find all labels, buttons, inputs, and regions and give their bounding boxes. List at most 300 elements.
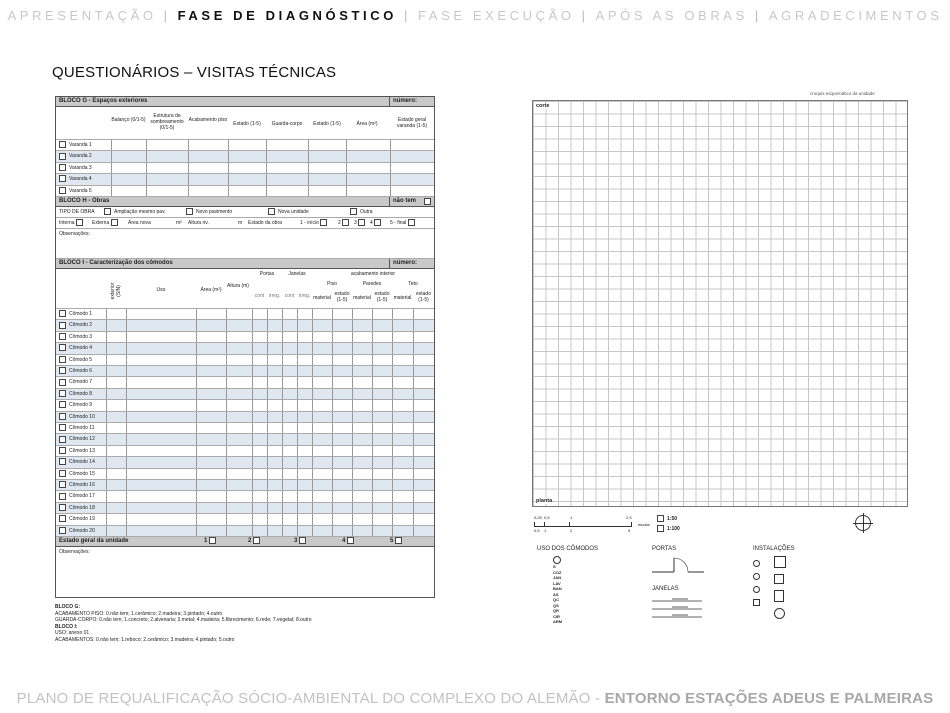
checkbox[interactable] (657, 525, 664, 532)
column-subheader: material (393, 295, 412, 301)
column-divider (390, 163, 391, 173)
option-label: Nova unidade (278, 209, 309, 215)
column-divider (352, 423, 353, 433)
row-label: Cômodo 15 (69, 470, 95, 477)
option-label: Externa (92, 220, 110, 226)
column-divider (390, 174, 391, 184)
column-divider (312, 320, 313, 330)
column-divider (352, 332, 353, 342)
portas-legend-title: PORTAS (652, 546, 677, 552)
column-divider (126, 377, 127, 387)
questionnaire-form (55, 96, 435, 598)
column-divider (146, 174, 147, 184)
checkbox[interactable] (59, 390, 66, 397)
column-divider (346, 163, 347, 173)
uso-code: JAN (553, 575, 562, 580)
column-divider (111, 186, 112, 196)
checkbox[interactable] (59, 413, 66, 420)
table-row (56, 174, 434, 185)
column-divider (282, 491, 283, 501)
column-divider (372, 423, 373, 433)
power-point-icon (753, 573, 760, 580)
checkbox[interactable] (59, 424, 66, 431)
column-divider (332, 355, 333, 365)
nav-separator: | (754, 8, 762, 23)
estado-geral-row: Estado geral da unidade 1 2 3 4 5 (56, 537, 434, 547)
column-divider (196, 469, 197, 479)
column-divider (346, 174, 347, 184)
notes-title: BLOCO I: (55, 623, 78, 630)
column-divider (352, 480, 353, 490)
column-divider (312, 469, 313, 479)
bloco-i-title: BLOCO I - Caracterização dos cômodos (59, 260, 173, 266)
column-divider (297, 457, 298, 467)
bloco-g-header (56, 97, 434, 107)
column-divider (312, 377, 313, 387)
column-divider (297, 491, 298, 501)
column-divider (392, 320, 393, 330)
column-divider (196, 343, 197, 353)
column-divider (297, 355, 298, 365)
column-divider (266, 186, 267, 196)
checkbox[interactable] (358, 219, 365, 226)
column-divider (297, 514, 298, 524)
column-divider (226, 320, 227, 330)
column-divider (372, 389, 373, 399)
checkbox[interactable] (408, 219, 415, 226)
checkbox[interactable] (299, 537, 306, 544)
column-divider (372, 434, 373, 444)
sketch-grid[interactable] (532, 100, 908, 507)
electric-outlet-icon (753, 560, 760, 567)
option-label: Outra (360, 209, 373, 215)
column-divider (146, 163, 147, 173)
row-label: Cômodo 4 (69, 345, 93, 352)
table-row (56, 469, 434, 480)
corte-label: corte (536, 103, 550, 109)
checkbox[interactable] (76, 219, 83, 226)
column-divider (390, 140, 391, 150)
column-divider (392, 469, 393, 479)
checkbox[interactable] (59, 447, 66, 454)
column-divider (297, 526, 298, 536)
column-divider (413, 389, 414, 399)
column-divider (312, 423, 313, 433)
bloco-h-title: BLOCO H - Obras (59, 198, 110, 204)
column-divider (413, 514, 414, 524)
column-divider (392, 377, 393, 387)
table-row (56, 151, 434, 162)
column-divider (282, 400, 283, 410)
footer-text: PLANO DE REQUALIFICAÇÃO SÓCIO-AMBIENTAL DO COMPLEXO DO ALEMÃO - (16, 690, 605, 707)
column-divider (308, 186, 309, 196)
nav-item-fase-diagnostico[interactable]: FASE DE DIAGNÓSTICO (177, 8, 397, 23)
column-divider (352, 434, 353, 444)
column-divider (111, 174, 112, 184)
uso-code: CIR (553, 613, 560, 619)
column-divider (332, 480, 333, 490)
checkbox[interactable] (374, 219, 381, 226)
checkbox[interactable] (253, 537, 260, 544)
row-label: Cômodo 6 (69, 368, 93, 374)
column-divider (372, 332, 373, 342)
column-divider (226, 446, 227, 456)
column-divider (252, 434, 253, 444)
column-divider (282, 355, 283, 365)
checkbox[interactable] (186, 208, 193, 215)
table-row (56, 377, 434, 388)
column-divider (332, 446, 333, 456)
column-divider (226, 503, 227, 513)
column-divider (126, 309, 127, 319)
column-divider (282, 526, 283, 536)
row-label: Cômodo 5 (69, 356, 93, 363)
column-divider (332, 491, 333, 501)
column-divider (312, 491, 313, 501)
column-divider (413, 320, 414, 330)
column-divider (267, 491, 268, 501)
column-divider (352, 389, 353, 399)
nav-item-apresentacao[interactable]: APRESENTAÇÃO (7, 8, 157, 23)
column-divider (282, 389, 283, 399)
observacoes-label: Observações: (59, 549, 90, 555)
row-label: Cômodo 11 (69, 425, 95, 431)
notes-line: ACABAMENTOS: 0.não tem; 1.reboco; 2.cerâmico; 3.madeira; 4.pintado; 5.outro (55, 636, 235, 643)
column-divider (126, 320, 127, 330)
column-divider (267, 480, 268, 490)
row-label: Varanda 3 (69, 164, 92, 171)
column-divider (392, 412, 393, 422)
column-divider (188, 186, 189, 196)
column-divider (106, 446, 107, 456)
column-header: Área (m²) (356, 121, 378, 127)
checkbox[interactable] (209, 537, 216, 544)
column-divider (312, 343, 313, 353)
column-divider (196, 309, 197, 319)
row-label: Cômodo 7 (69, 379, 93, 386)
column-divider (297, 400, 298, 410)
column-divider (308, 163, 309, 173)
column-divider (413, 503, 414, 513)
column-divider (332, 412, 333, 422)
column-divider (282, 480, 283, 490)
column-header: Balanço (0/1-5) (111, 117, 146, 123)
column-divider (352, 469, 353, 479)
checkbox[interactable] (59, 175, 66, 182)
table-row (56, 332, 434, 343)
column-divider (266, 174, 267, 184)
checkbox[interactable] (320, 219, 327, 226)
checkbox[interactable] (111, 219, 118, 226)
checkbox[interactable] (350, 208, 357, 215)
column-divider (126, 491, 127, 501)
checkbox[interactable] (59, 356, 66, 363)
column-header: Guarda-corpo (271, 121, 303, 127)
column-divider (372, 480, 373, 490)
checkbox[interactable] (59, 310, 66, 317)
nav-item-fase-execucao[interactable]: FASE EXECUÇÃO (417, 8, 575, 23)
column-divider (267, 514, 268, 524)
column-subheader: irreg. (298, 293, 311, 299)
checkbox[interactable] (59, 322, 66, 329)
nav-separator: | (581, 8, 589, 23)
column-divider (332, 389, 333, 399)
column-divider (413, 355, 414, 365)
column-divider (392, 526, 393, 536)
column-divider (126, 457, 127, 467)
row-label: Cômodo 14 (69, 459, 95, 466)
checkbox[interactable] (59, 401, 66, 408)
column-divider (297, 434, 298, 444)
bloco-g-numero: número: (389, 97, 434, 106)
column-divider (106, 503, 107, 513)
checkbox[interactable] (395, 537, 402, 544)
column-divider (106, 377, 107, 387)
column-divider (111, 151, 112, 161)
footer-bold: ENTORNO ESTAÇÕES ADEUS E PALMEIRAS (604, 690, 934, 707)
checkbox[interactable] (104, 208, 111, 215)
column-divider (188, 140, 189, 150)
column-divider (352, 366, 353, 376)
column-divider (282, 503, 283, 513)
nav-item-agradecimentos[interactable]: AGRADECIMENTOS (768, 8, 943, 23)
notes-line: ACABAMENTO PISO: 0.não tem; 1.cerâmico; 2.madeira; 3.pintado; 4.outro (55, 610, 223, 617)
column-divider (312, 526, 313, 536)
checkbox[interactable] (59, 367, 66, 374)
column-divider (106, 491, 107, 501)
row-label: Cômodo 1 (69, 311, 93, 317)
column-divider (282, 434, 283, 444)
checkbox[interactable] (59, 187, 66, 194)
water-box-icon (753, 599, 760, 606)
column-divider (106, 332, 107, 342)
column-divider (372, 514, 373, 524)
column-divider (352, 503, 353, 513)
light-point-icon (753, 586, 760, 593)
column-divider (252, 526, 253, 536)
table-row (56, 309, 434, 320)
column-divider (196, 503, 197, 513)
column-divider (252, 377, 253, 387)
column-divider (312, 514, 313, 524)
column-divider (106, 457, 107, 467)
table-row (56, 186, 434, 197)
column-divider (392, 309, 393, 319)
column-divider (196, 423, 197, 433)
column-divider (413, 457, 414, 467)
column-divider (266, 140, 267, 150)
toilet-icon (774, 590, 784, 602)
column-divider (332, 469, 333, 479)
checkbox[interactable] (59, 333, 66, 340)
column-header: Paredes (362, 281, 382, 287)
column-divider (226, 309, 227, 319)
column-divider (126, 480, 127, 490)
column-divider (196, 332, 197, 342)
column-divider (352, 400, 353, 410)
column-divider (226, 457, 227, 467)
notes-title: BLOCO G: (55, 604, 80, 610)
column-divider (372, 343, 373, 353)
checkbox[interactable] (59, 470, 66, 477)
column-divider (252, 457, 253, 467)
option-label: Ampliação mesmo pav. (114, 209, 166, 215)
column-divider (188, 174, 189, 184)
column-divider (267, 309, 268, 319)
column-divider (312, 366, 313, 376)
column-divider (282, 469, 283, 479)
table-row (56, 412, 434, 423)
column-divider (352, 343, 353, 353)
column-divider (413, 400, 414, 410)
column-divider (226, 423, 227, 433)
scale-bar: 0,25 0,5 1 2,5 0,5 1 2 5 escala (534, 515, 650, 533)
column-divider (297, 412, 298, 422)
column-divider (308, 140, 309, 150)
column-divider (267, 320, 268, 330)
table-row (56, 389, 434, 400)
bloco-i-header (56, 259, 434, 269)
checkbox[interactable] (59, 504, 66, 511)
column-divider (413, 491, 414, 501)
checkbox[interactable] (59, 458, 66, 465)
checkbox[interactable] (59, 141, 66, 148)
column-divider (267, 457, 268, 467)
row-label: Cômodo 2 (69, 322, 93, 329)
column-divider (312, 503, 313, 513)
uso-code: COZ (553, 569, 562, 575)
column-divider (196, 446, 197, 456)
column-divider (252, 491, 253, 501)
row-label: Cômodo 19 (69, 516, 95, 523)
column-divider (146, 186, 147, 196)
nav-separator: | (403, 8, 411, 23)
column-divider (392, 491, 393, 501)
checkbox[interactable] (347, 537, 354, 544)
bloco-g-column-header (56, 107, 434, 140)
notes-line: USO: anexo 01 (55, 630, 90, 636)
checkbox[interactable] (59, 153, 66, 160)
column-header: Portas (259, 271, 275, 277)
column-divider (106, 423, 107, 433)
column-divider (308, 151, 309, 161)
column-divider (332, 457, 333, 467)
bloco-h-observacoes[interactable] (56, 229, 434, 259)
column-header: Altura (m) (227, 283, 249, 289)
checkbox[interactable] (342, 219, 349, 226)
column-divider (413, 412, 414, 422)
column-divider (126, 503, 127, 513)
column-divider (252, 503, 253, 513)
row-label: Cômodo 8 (69, 390, 93, 397)
column-divider (226, 469, 227, 479)
column-divider (126, 355, 127, 365)
page-title: QUESTIONÁRIOS – VISITAS TÉCNICAS (52, 64, 337, 81)
column-divider (297, 423, 298, 433)
checkbox[interactable] (59, 436, 66, 443)
column-divider (392, 434, 393, 444)
column-subheader: estado (1-5) (374, 291, 390, 303)
column-divider (196, 514, 197, 524)
column-subheader: material (313, 295, 331, 301)
north-arrow-icon (855, 515, 871, 531)
nav-item-apos-obras[interactable]: APÓS AS OBRAS (595, 8, 748, 23)
column-divider (126, 332, 127, 342)
row-label: Varanda 5 (69, 187, 92, 194)
column-divider (196, 320, 197, 330)
checkbox[interactable] (59, 344, 66, 351)
column-divider (226, 332, 227, 342)
checkbox[interactable] (424, 198, 431, 205)
column-divider (226, 480, 227, 490)
row-label: Cômodo 9 (69, 402, 93, 409)
column-divider (196, 457, 197, 467)
column-divider (267, 526, 268, 536)
column-divider (312, 434, 313, 444)
column-divider (106, 469, 107, 479)
column-divider (332, 309, 333, 319)
column-divider (372, 491, 373, 501)
window-symbol-icon (652, 596, 732, 622)
column-divider (252, 446, 253, 456)
column-header: exterior (S/N) (110, 282, 122, 300)
column-divider (413, 309, 414, 319)
column-divider (352, 526, 353, 536)
column-divider (106, 434, 107, 444)
checkbox[interactable] (657, 515, 664, 522)
column-divider (282, 423, 283, 433)
column-divider (106, 400, 107, 410)
table-row (56, 343, 434, 354)
checkbox[interactable] (268, 208, 275, 215)
column-header: Uso (156, 287, 166, 293)
column-divider (352, 377, 353, 387)
column-divider (126, 400, 127, 410)
table-row (56, 434, 434, 445)
checkbox[interactable] (59, 515, 66, 522)
column-divider (267, 503, 268, 513)
column-divider (196, 355, 197, 365)
bloco-i-observacoes[interactable] (56, 547, 434, 599)
column-divider (226, 377, 227, 387)
column-divider (252, 332, 253, 342)
checkbox[interactable] (59, 493, 66, 500)
checkbox[interactable] (59, 379, 66, 386)
column-divider (392, 423, 393, 433)
checkbox[interactable] (59, 164, 66, 171)
column-divider (228, 186, 229, 196)
column-divider (413, 343, 414, 353)
uso-code: AS (553, 591, 559, 597)
column-header: Área (m²) (200, 287, 222, 293)
column-divider (392, 332, 393, 342)
column-divider (111, 163, 112, 173)
checkbox[interactable] (59, 481, 66, 488)
column-divider (297, 446, 298, 456)
column-divider (372, 309, 373, 319)
column-divider (372, 457, 373, 467)
column-subheader: estado (1-5) (334, 291, 350, 303)
column-divider (282, 514, 283, 524)
section-nav (0, 8, 950, 23)
column-divider (392, 366, 393, 376)
column-header: Janelas (288, 271, 306, 277)
table-row (56, 366, 434, 377)
table-row (56, 503, 434, 514)
checkbox[interactable] (59, 527, 66, 534)
column-divider (226, 491, 227, 501)
table-row (56, 491, 434, 502)
